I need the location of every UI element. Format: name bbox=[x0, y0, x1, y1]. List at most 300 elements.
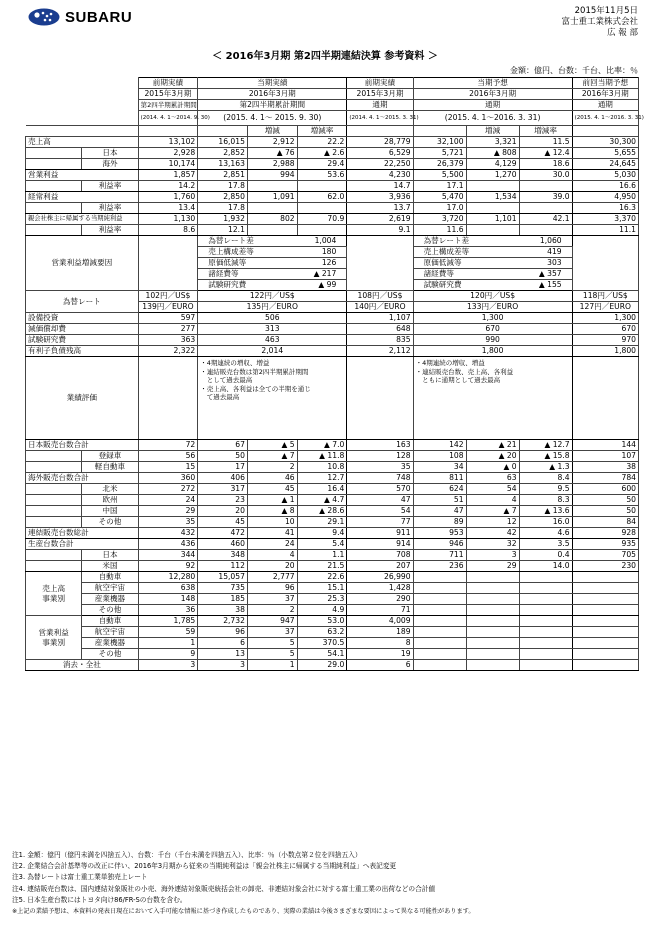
prev-forecast-header: 前回当期予想 bbox=[572, 78, 638, 89]
table-row bbox=[26, 462, 639, 473]
segment-row bbox=[26, 605, 639, 616]
table-cell bbox=[466, 583, 519, 594]
table-cell: 92 bbox=[138, 561, 198, 572]
table-cell: 946 bbox=[413, 539, 466, 550]
table-cell bbox=[519, 203, 572, 214]
corner-cell bbox=[26, 78, 139, 126]
table-cell: ▲ 11.8 bbox=[297, 451, 347, 462]
table-row bbox=[26, 170, 639, 181]
table-cell: 11.1 bbox=[572, 225, 638, 236]
row-label: 生産台数合計 bbox=[26, 539, 139, 550]
table-cell: 自動車 bbox=[82, 616, 138, 627]
table-cell: 4 bbox=[466, 495, 519, 506]
table-cell: 914 bbox=[347, 539, 413, 550]
factor-h1-3: 諸経費等 ▲ 217 bbox=[198, 269, 347, 280]
table-cell: 30,300 bbox=[572, 137, 638, 148]
table-cell: 1.1 bbox=[297, 550, 347, 561]
table-cell: 29.4 bbox=[297, 159, 347, 170]
indent-cell bbox=[26, 462, 82, 473]
curr-actual-header: 当期実績 bbox=[198, 78, 347, 89]
table-cell: 16.6 bbox=[572, 181, 638, 192]
table-cell bbox=[519, 594, 572, 605]
evaluation-row bbox=[26, 357, 639, 440]
table-cell: 432 bbox=[138, 528, 198, 539]
evaluation-line: ・連結販売台数は第2四半期累計期間 bbox=[200, 367, 309, 376]
curr-actual-dates: (2015. 4. 1～ 2015. 9. 30) bbox=[198, 111, 347, 126]
prev-full-year: 2015年3月期 bbox=[347, 89, 413, 100]
table-cell bbox=[413, 627, 466, 638]
table-cell bbox=[466, 627, 519, 638]
pleiades-icon bbox=[28, 8, 60, 26]
table-cell: 53.6 bbox=[297, 170, 347, 181]
table-cell: 2,912 bbox=[247, 137, 297, 148]
table-cell: 71 bbox=[347, 605, 413, 616]
table-cell bbox=[466, 181, 519, 192]
table-cell: 953 bbox=[413, 528, 466, 539]
table-row bbox=[26, 137, 639, 148]
table-cell: ▲ 8 bbox=[247, 506, 297, 517]
table-cell bbox=[466, 660, 519, 671]
fx-usd-prev-full: 108円／US$ bbox=[347, 291, 413, 302]
table-cell: 42.1 bbox=[519, 214, 572, 225]
table-cell bbox=[413, 572, 466, 583]
table-cell: 54.1 bbox=[297, 649, 347, 660]
table-cell: 277 bbox=[138, 324, 198, 335]
table-cell: 3,720 bbox=[413, 214, 466, 225]
capex-row bbox=[26, 313, 639, 324]
table-cell: 11.6 bbox=[413, 225, 466, 236]
evaluation-line: ともに通期として過去最高 bbox=[415, 376, 501, 384]
factors-label: 営業利益増減要因 bbox=[26, 236, 139, 291]
table-cell: 15,057 bbox=[198, 572, 248, 583]
table-cell: 5,655 bbox=[572, 148, 638, 159]
fx-usd-prev-forecast: 118円／US$ bbox=[572, 291, 638, 302]
segment-row bbox=[26, 627, 639, 638]
table-cell: 30.0 bbox=[519, 170, 572, 181]
capex-row bbox=[26, 324, 639, 335]
table-cell: 108 bbox=[413, 451, 466, 462]
rate-header-fy: 増減率 bbox=[519, 126, 572, 137]
table-cell: 230 bbox=[572, 561, 638, 572]
table-cell: 3.5 bbox=[519, 539, 572, 550]
evaluation-fy bbox=[413, 357, 572, 440]
table-cell: 19 bbox=[347, 649, 413, 660]
table-row bbox=[26, 517, 639, 528]
table-cell bbox=[413, 616, 466, 627]
table-row bbox=[26, 528, 639, 539]
table-cell: 3 bbox=[466, 550, 519, 561]
table-cell: 72 bbox=[138, 440, 198, 451]
row-sublabel: 利益率 bbox=[82, 225, 138, 236]
fx-usd-curr: 122円／US$ bbox=[198, 291, 347, 302]
fx-eur-curr: 135円／EURO bbox=[198, 302, 347, 313]
table-cell: 16.3 bbox=[572, 203, 638, 214]
table-cell: 84 bbox=[572, 517, 638, 528]
table-cell: 63 bbox=[466, 473, 519, 484]
table-cell bbox=[466, 605, 519, 616]
unit-note: 金額：億円、台数：千台、比率：％ bbox=[510, 66, 638, 75]
table-cell: 47 bbox=[413, 506, 466, 517]
evaluation-line: て過去最高 bbox=[200, 393, 240, 401]
table-cell: 4,129 bbox=[466, 159, 519, 170]
table-cell: 2,852 bbox=[198, 148, 248, 159]
table-cell: 8.4 bbox=[519, 473, 572, 484]
table-cell: 22.6 bbox=[297, 572, 347, 583]
table-cell: 5 bbox=[247, 649, 297, 660]
table-row bbox=[26, 181, 639, 192]
table-cell: 試験研究費 bbox=[26, 335, 139, 346]
table-cell: 6,529 bbox=[347, 148, 413, 159]
indent-cell bbox=[26, 203, 82, 214]
forecast-dates: (2015. 4. 1～2016. 3. 31) bbox=[413, 111, 572, 126]
table-cell: 50 bbox=[572, 495, 638, 506]
table-cell: 107 bbox=[572, 451, 638, 462]
indent-cell bbox=[26, 484, 82, 495]
table-cell: 有利子負債残高 bbox=[26, 346, 139, 357]
indent-cell bbox=[26, 148, 82, 159]
table-cell: 8 bbox=[347, 638, 413, 649]
table-cell bbox=[572, 616, 638, 627]
table-cell: 38 bbox=[572, 462, 638, 473]
evaluation-line: として過去最高 bbox=[200, 376, 253, 384]
table-cell: 406 bbox=[198, 473, 248, 484]
table-cell bbox=[247, 225, 297, 236]
table-cell: 5.4 bbox=[297, 539, 347, 550]
table-cell: 22.2 bbox=[297, 137, 347, 148]
table-cell: 24 bbox=[247, 539, 297, 550]
table-cell: 1,534 bbox=[466, 192, 519, 203]
table-cell bbox=[572, 605, 638, 616]
row-label: 親会社株主に帰属する当期純利益 bbox=[26, 214, 139, 225]
segment-row bbox=[26, 583, 639, 594]
table-cell: 29 bbox=[138, 506, 198, 517]
table-cell: 570 bbox=[347, 484, 413, 495]
table-cell: 705 bbox=[572, 550, 638, 561]
table-cell: 13,102 bbox=[138, 137, 198, 148]
table-cell: 13,163 bbox=[198, 159, 248, 170]
brand-name: SUBARU bbox=[65, 8, 133, 26]
table-row bbox=[26, 225, 639, 236]
table-cell: 2,732 bbox=[198, 616, 248, 627]
table-cell: 3 bbox=[198, 660, 248, 671]
table-cell: 減価償却費 bbox=[26, 324, 139, 335]
issuer-block bbox=[561, 6, 638, 39]
table-cell: 163 bbox=[347, 440, 413, 451]
table-cell: 9.1 bbox=[347, 225, 413, 236]
table-cell bbox=[572, 649, 638, 660]
table-cell: 67 bbox=[198, 440, 248, 451]
footnotes bbox=[12, 850, 642, 917]
table-cell: 77 bbox=[347, 517, 413, 528]
table-cell bbox=[519, 649, 572, 660]
row-sublabel: 軽自動車 bbox=[82, 462, 138, 473]
table-cell: 17.8 bbox=[198, 203, 248, 214]
segment-row bbox=[26, 616, 639, 627]
table-cell: 272 bbox=[138, 484, 198, 495]
table-cell: ▲ 7.0 bbox=[297, 440, 347, 451]
table-row bbox=[26, 451, 639, 462]
table-cell bbox=[519, 627, 572, 638]
table-cell: 54 bbox=[466, 484, 519, 495]
table-cell: ▲ 5 bbox=[247, 440, 297, 451]
table-cell: 1,785 bbox=[138, 616, 198, 627]
table-cell: 8.6 bbox=[138, 225, 198, 236]
table-cell: ▲ 0 bbox=[466, 462, 519, 473]
table-cell: 802 bbox=[247, 214, 297, 225]
row-sublabel: 日本 bbox=[82, 148, 138, 159]
table-row bbox=[26, 484, 639, 495]
table-cell: 10.8 bbox=[297, 462, 347, 473]
table-cell: 4,230 bbox=[347, 170, 413, 181]
fx-label: 為替レート bbox=[26, 291, 139, 313]
factor-h1-1: 売上構成差等 180 bbox=[198, 247, 347, 258]
table-cell: 26,990 bbox=[347, 572, 413, 583]
table-cell: 自動車 bbox=[82, 572, 138, 583]
table-row bbox=[26, 561, 639, 572]
table-cell: 994 bbox=[247, 170, 297, 181]
table-row bbox=[26, 539, 639, 550]
table-cell: 50 bbox=[572, 506, 638, 517]
table-cell: 348 bbox=[198, 550, 248, 561]
table-cell: 12.1 bbox=[198, 225, 248, 236]
table-cell: その他 bbox=[82, 649, 138, 660]
row-label: 連結販売台数総計 bbox=[26, 528, 139, 539]
table-cell: 1,857 bbox=[138, 170, 198, 181]
table-cell: 消去・全社 bbox=[26, 660, 139, 671]
table-cell: 185 bbox=[198, 594, 248, 605]
factor-h1-0: 為替レート差 1,004 bbox=[198, 236, 347, 247]
table-cell: 23 bbox=[198, 495, 248, 506]
table-cell bbox=[247, 203, 297, 214]
table-cell: 6 bbox=[347, 660, 413, 671]
table-row bbox=[26, 440, 639, 451]
table-cell: 10 bbox=[247, 517, 297, 528]
table-cell: 344 bbox=[138, 550, 198, 561]
table-cell: 1,101 bbox=[466, 214, 519, 225]
table-cell: 460 bbox=[198, 539, 248, 550]
table-cell: 22,250 bbox=[347, 159, 413, 170]
table-cell: 37 bbox=[247, 594, 297, 605]
table-row bbox=[26, 203, 639, 214]
table-cell: 89 bbox=[413, 517, 466, 528]
table-cell: 20 bbox=[198, 506, 248, 517]
table-cell: 207 bbox=[347, 561, 413, 572]
row-label: 経常利益 bbox=[26, 192, 139, 203]
factor-row bbox=[26, 236, 639, 247]
row-label: 営業利益 bbox=[26, 170, 139, 181]
note: ※上記の業績予想は、本資料の発表日現在において入手可能な情報に基づき作成したものであり、実際の業績は今後さまざまな要因によって異なる可能性があります。 bbox=[12, 908, 475, 916]
table-cell: 3 bbox=[138, 660, 198, 671]
table-cell: 947 bbox=[247, 616, 297, 627]
table-cell bbox=[519, 181, 572, 192]
table-cell: 12.7 bbox=[297, 473, 347, 484]
table-cell: 54 bbox=[347, 506, 413, 517]
table-cell: 96 bbox=[247, 583, 297, 594]
table-cell: 29 bbox=[466, 561, 519, 572]
prev-forecast-year: 2016年3月期 bbox=[572, 89, 638, 100]
row-sublabel: その他 bbox=[82, 517, 138, 528]
table-cell: 1,800 bbox=[572, 346, 638, 357]
evaluation-line: ・4期連続の増収、増益 bbox=[200, 359, 270, 367]
table-cell: 0.4 bbox=[519, 550, 572, 561]
row-sublabel: 北米 bbox=[82, 484, 138, 495]
table-cell: 17 bbox=[198, 462, 248, 473]
table-cell: ▲ 1 bbox=[247, 495, 297, 506]
table-cell: 15 bbox=[138, 462, 198, 473]
table-cell: 670 bbox=[413, 324, 572, 335]
table-cell: 2,619 bbox=[347, 214, 413, 225]
table-cell: 2,851 bbox=[198, 170, 248, 181]
table-cell: ▲ 4.7 bbox=[297, 495, 347, 506]
prev-full-header: 前期実績 bbox=[347, 78, 413, 89]
table-cell: 2,777 bbox=[247, 572, 297, 583]
table-cell bbox=[466, 638, 519, 649]
row-sublabel: 米国 bbox=[82, 561, 138, 572]
header-row-5 bbox=[26, 126, 639, 137]
prev-full-dates: (2014. 4. 1～2015. 3. 31) bbox=[347, 111, 413, 126]
table-cell: 設備投資 bbox=[26, 313, 139, 324]
segment-row bbox=[26, 572, 639, 583]
capex-row bbox=[26, 346, 639, 357]
table-cell: 670 bbox=[572, 324, 638, 335]
header-row-1 bbox=[26, 78, 639, 89]
table-cell bbox=[466, 572, 519, 583]
factor-fy-1: 売上構成差等 419 bbox=[413, 247, 572, 258]
table-cell: 835 bbox=[347, 335, 413, 346]
table-cell: 17.1 bbox=[413, 181, 466, 192]
curr-actual-year: 2016年3月期 bbox=[198, 89, 347, 100]
table-cell: 708 bbox=[347, 550, 413, 561]
issue-date: 2015年11月5日 bbox=[574, 6, 638, 16]
table-cell: 2,988 bbox=[247, 159, 297, 170]
forecast-period: 通期 bbox=[413, 100, 572, 111]
table-cell: 2,928 bbox=[138, 148, 198, 159]
table-cell: ▲ 76 bbox=[247, 148, 297, 159]
table-cell bbox=[413, 649, 466, 660]
prev-actual-header: 前期実績 bbox=[138, 78, 198, 89]
table-cell: 4.9 bbox=[297, 605, 347, 616]
table-cell: 811 bbox=[413, 473, 466, 484]
table-cell: 5,500 bbox=[413, 170, 466, 181]
table-cell bbox=[572, 660, 638, 671]
table-cell: 1,107 bbox=[347, 313, 413, 324]
table-cell: 24,645 bbox=[572, 159, 638, 170]
table-cell: 14.7 bbox=[347, 181, 413, 192]
table-cell: ▲ 12.7 bbox=[519, 440, 572, 451]
row-sublabel: 登録車 bbox=[82, 451, 138, 462]
table-cell: 472 bbox=[198, 528, 248, 539]
table-cell bbox=[413, 660, 466, 671]
table-cell: 29.0 bbox=[297, 660, 347, 671]
table-cell: 735 bbox=[198, 583, 248, 594]
table-cell: 935 bbox=[572, 539, 638, 550]
table-cell: 13.7 bbox=[347, 203, 413, 214]
table-cell bbox=[297, 203, 347, 214]
table-row bbox=[26, 550, 639, 561]
indent-cell bbox=[26, 451, 82, 462]
table-cell: 911 bbox=[347, 528, 413, 539]
row-sublabel: 欧州 bbox=[82, 495, 138, 506]
table-cell: 189 bbox=[347, 627, 413, 638]
table-cell: 29.1 bbox=[297, 517, 347, 528]
table-cell bbox=[519, 583, 572, 594]
table-cell: 4 bbox=[247, 550, 297, 561]
fx-eur-forecast: 133円／EURO bbox=[413, 302, 572, 313]
table-cell: 28,779 bbox=[347, 137, 413, 148]
table-cell bbox=[297, 181, 347, 192]
table-cell: 26,379 bbox=[413, 159, 466, 170]
forecast-year: 2016年3月期 bbox=[413, 89, 572, 100]
table-cell: 13 bbox=[198, 649, 248, 660]
table-cell: 5,470 bbox=[413, 192, 466, 203]
segment-row bbox=[26, 660, 639, 671]
fx-usd-forecast: 120円／US$ bbox=[413, 291, 572, 302]
evaluation-line: ・売上高、各利益は全ての半期を通じ bbox=[200, 384, 311, 393]
table-cell: 9.5 bbox=[519, 484, 572, 495]
indent-cell bbox=[26, 495, 82, 506]
table-cell: ▲ 7 bbox=[247, 451, 297, 462]
table-cell: 1,760 bbox=[138, 192, 198, 203]
row-label: 日本販売台数合計 bbox=[26, 440, 139, 451]
table-cell: その他 bbox=[82, 605, 138, 616]
factor-h1-2: 原価低減等 126 bbox=[198, 258, 347, 269]
table-cell bbox=[572, 627, 638, 638]
row-label: 海外販売台数合計 bbox=[26, 473, 139, 484]
table-cell: 436 bbox=[138, 539, 198, 550]
table-cell: 2,112 bbox=[347, 346, 413, 357]
table-cell: 14.2 bbox=[138, 181, 198, 192]
indent-cell bbox=[26, 517, 82, 528]
table-cell: 35 bbox=[138, 517, 198, 528]
table-cell bbox=[519, 638, 572, 649]
table-cell: 46 bbox=[247, 473, 297, 484]
row-sublabel: 中国 bbox=[82, 506, 138, 517]
evaluation-line: ・連結販売台数、売上高、各利益 bbox=[415, 367, 514, 376]
table-cell: 2,014 bbox=[198, 346, 347, 357]
table-cell: 363 bbox=[138, 335, 198, 346]
table-cell: 41 bbox=[247, 528, 297, 539]
table-row bbox=[26, 506, 639, 517]
indent-cell bbox=[26, 550, 82, 561]
segment-row bbox=[26, 594, 639, 605]
table-cell: 5,030 bbox=[572, 170, 638, 181]
factor-fy-4: 試験研究費 ▲ 155 bbox=[413, 280, 572, 291]
table-cell: 648 bbox=[347, 324, 413, 335]
fx-eur-prev-full: 140円／EURO bbox=[347, 302, 413, 313]
table-cell: 38 bbox=[198, 605, 248, 616]
fx-eur-prev: 139円／EURO bbox=[138, 302, 198, 313]
table-cell bbox=[466, 203, 519, 214]
fx-usd-prev: 102円／US$ bbox=[138, 291, 198, 302]
table-cell: 35 bbox=[347, 462, 413, 473]
table-cell: 144 bbox=[572, 440, 638, 451]
table-cell: 990 bbox=[413, 335, 572, 346]
table-cell: 711 bbox=[413, 550, 466, 561]
row-sublabel: 海外 bbox=[82, 159, 138, 170]
table-cell: 18.6 bbox=[519, 159, 572, 170]
factor-fy-3: 諸経費等 ▲ 357 bbox=[413, 269, 572, 280]
evaluation-line: ・4期連続の増収、増益 bbox=[415, 359, 485, 367]
table-cell: 航空宇宙 bbox=[82, 627, 138, 638]
table-cell: 59 bbox=[138, 627, 198, 638]
table-cell: 16.0 bbox=[519, 517, 572, 528]
table-cell: 12 bbox=[466, 517, 519, 528]
table-cell: 63.2 bbox=[297, 627, 347, 638]
table-row bbox=[26, 495, 639, 506]
table-cell: 3,936 bbox=[347, 192, 413, 203]
table-cell: ▲ 2.6 bbox=[297, 148, 347, 159]
table-cell: ▲ 808 bbox=[466, 148, 519, 159]
